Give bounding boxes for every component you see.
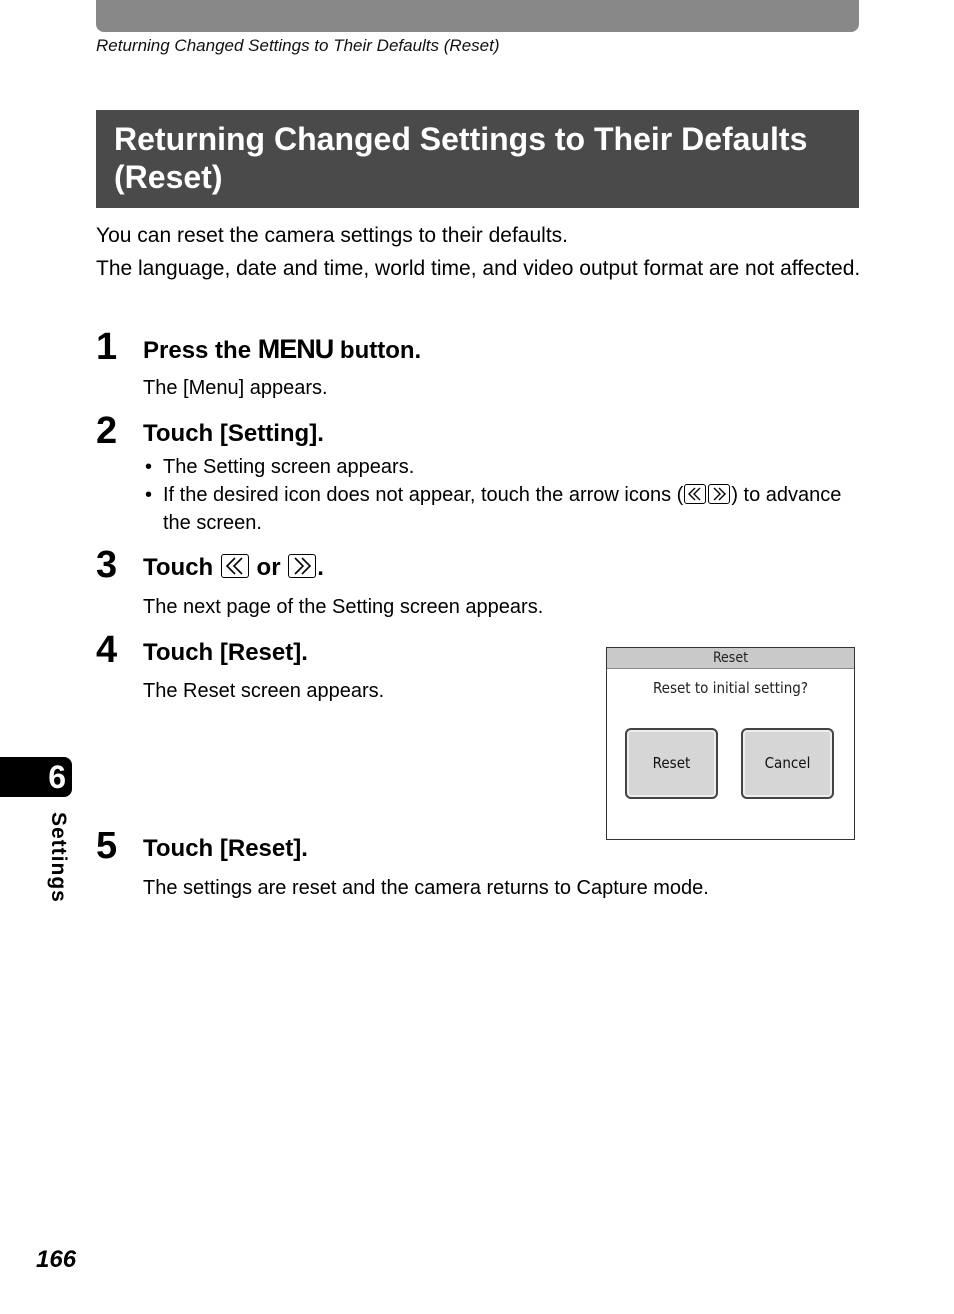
arrow-right-icon: [708, 484, 730, 504]
intro-line-2: The language, date and time, world time, and video output format are not affected.: [96, 256, 861, 280]
screen-message: Reset to initial setting?: [652, 679, 809, 697]
arrow-left-icon: [221, 554, 249, 578]
screen-title: Reset: [607, 648, 854, 669]
step-4-title: Touch [Reset].: [143, 639, 308, 666]
arrow-left-icon: [684, 484, 706, 504]
menu-button-label: MENU: [257, 334, 334, 364]
step-3-title-pre: Touch: [143, 554, 220, 581]
step-3-title-mid: or: [249, 554, 288, 581]
screen-reset-button: Reset: [625, 728, 718, 799]
step-1-title: [143, 334, 421, 366]
step-5-text: The settings are reset and the camera returns to Capture mode.: [143, 877, 709, 899]
section-title: Returning Changed Settings to Their Defaults (Reset): [114, 121, 808, 195]
step-2-bullets: [143, 453, 863, 537]
step-1-number: 1: [96, 326, 118, 368]
step-4-text: The Reset screen appears.: [143, 680, 385, 702]
step-4-number: 4: [96, 629, 118, 671]
step-3-title: [143, 553, 324, 583]
intro-line-1: You can reset the camera settings to their defaults.: [96, 224, 568, 247]
intro-text: [96, 220, 866, 285]
reset-screen-illustration: [606, 647, 855, 840]
step-5-title: Touch [Reset].: [143, 835, 308, 862]
section-title-box: [96, 110, 859, 208]
step-3-number: 3: [96, 544, 118, 586]
step-2-bullet-1: • The Setting screen appears.: [143, 453, 863, 481]
step-2-title: Touch [Setting].: [143, 420, 324, 447]
bullet-2-text-pre: If the desired icon does not appear, touch the arrow icons (: [163, 484, 684, 506]
arrow-right-icon: [288, 554, 316, 578]
step-2-bullet-2: [143, 481, 863, 537]
chapter-tab: 6: [0, 757, 72, 797]
step-1-title-pre: Press the: [143, 337, 258, 364]
step-5-number: 5: [96, 825, 118, 867]
screen-cancel-button: Cancel: [741, 728, 834, 799]
step-3-title-post: .: [317, 554, 324, 581]
step-2-number: 2: [96, 410, 118, 452]
step-1-title-post: button.: [333, 337, 422, 364]
bullet-2-text-post: ) to advance the screen.: [163, 484, 842, 534]
step-3-text: The next page of the Setting screen appears.: [143, 596, 544, 618]
running-header: Returning Changed Settings to Their Defaults (Reset): [96, 36, 500, 55]
chapter-side-label: Settings: [47, 812, 70, 903]
page-number: 166: [36, 1246, 77, 1273]
step-1-text: The [Menu] appears.: [143, 377, 328, 399]
top-bar: [96, 0, 859, 32]
